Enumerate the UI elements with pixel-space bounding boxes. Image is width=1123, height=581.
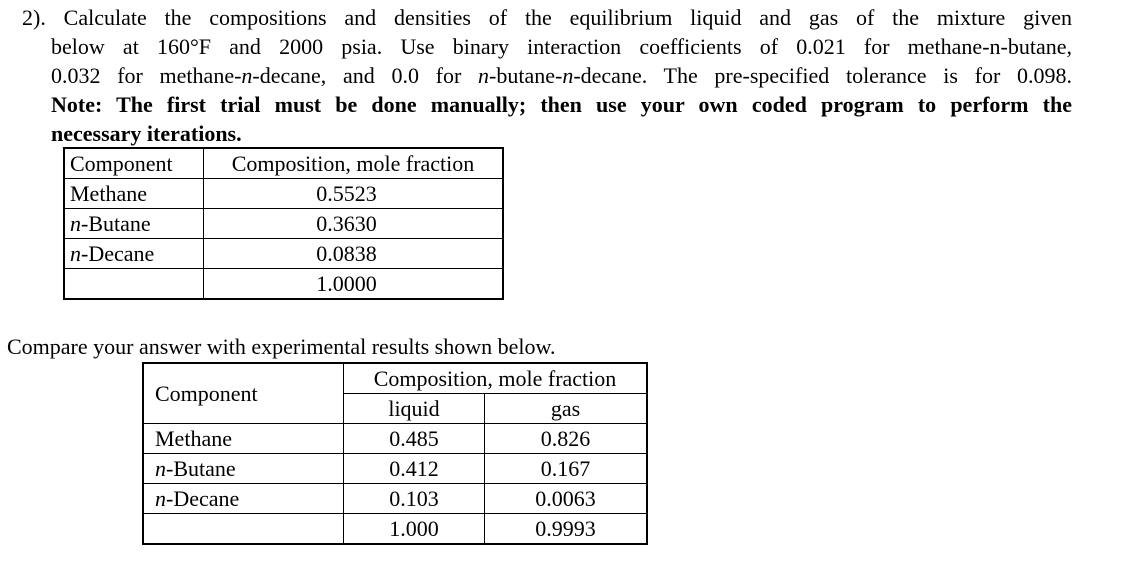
header-composition: Composition, mole fraction [204, 148, 504, 179]
experimental-results-table [142, 362, 648, 545]
italic-n: n [478, 63, 490, 88]
component-name: -Decane [81, 241, 155, 266]
note-line-1: Note: The first trial must be done manually; then use your own coded program to perform the [51, 92, 1072, 117]
header-component: Component [143, 363, 344, 424]
composition-table [63, 147, 504, 300]
problem-line-3-part-c: -butane- [489, 63, 563, 88]
liquid-cell: 0.103 [344, 484, 485, 514]
component-name: Methane [155, 426, 232, 451]
table-row [143, 424, 647, 454]
italic-n: n [562, 63, 574, 88]
gas-cell: 0.0063 [485, 484, 648, 514]
problem-line-3 [22, 61, 1072, 90]
header-composition-group: Composition, mole fraction [344, 363, 648, 394]
header-liquid: liquid [344, 394, 485, 424]
component-cell [64, 239, 204, 269]
component-name: -Butane [81, 211, 151, 236]
header-component: Component [64, 148, 204, 179]
note-line-2: necessary iterations. [51, 121, 242, 146]
component-name: -Butane [166, 456, 236, 481]
gas-total-cell: 0.9993 [485, 514, 648, 545]
component-cell [143, 484, 344, 514]
mole-fraction-cell: 0.3630 [204, 209, 504, 239]
component-cell [143, 424, 344, 454]
italic-n: n [241, 63, 253, 88]
italic-prefix: n [155, 456, 166, 481]
component-cell [64, 179, 204, 209]
component-name: -Decane [166, 486, 240, 511]
italic-prefix: n [70, 211, 81, 236]
table-row [64, 179, 503, 209]
problem-line-1: 2). Calculate the compositions and densities of the equilibrium liquid and gas of the mixture given [22, 5, 1072, 30]
component-cell [143, 514, 344, 545]
component-cell [64, 269, 204, 300]
total-cell: 1.0000 [204, 269, 504, 300]
problem-line-3-part-a: 0.032 for methane- [51, 63, 242, 88]
compare-text: Compare your answer with experimental results shown below. [7, 334, 556, 359]
gas-cell: 0.826 [485, 424, 648, 454]
liquid-total-cell: 1.000 [344, 514, 485, 545]
italic-prefix: n [70, 241, 81, 266]
table-header-row [64, 148, 503, 179]
problem-line-3-part-b: -decane, and 0.0 for [252, 63, 479, 88]
table-total-row [64, 269, 503, 300]
component-cell [64, 209, 204, 239]
header-gas: gas [485, 394, 648, 424]
problem-line-3-part-d: -decane. The pre-specified tolerance is for 0.098. [573, 63, 1072, 88]
table-total-row [143, 514, 647, 545]
mole-fraction-cell: 0.5523 [204, 179, 504, 209]
table-row [143, 454, 647, 484]
gas-cell: 0.167 [485, 454, 648, 484]
problem-line-2: below at 160°F and 2000 psia. Use binary interaction coefficients of 0.021 for methane-n-butane, [51, 34, 1072, 59]
table-header-row [143, 363, 647, 394]
table-row [143, 484, 647, 514]
liquid-cell: 0.485 [344, 424, 485, 454]
mole-fraction-cell: 0.0838 [204, 239, 504, 269]
component-name: Methane [70, 181, 147, 206]
table-row [64, 209, 503, 239]
table-row [64, 239, 503, 269]
italic-prefix: n [155, 486, 166, 511]
problem-statement [22, 3, 1072, 148]
liquid-cell: 0.412 [344, 454, 485, 484]
component-cell [143, 454, 344, 484]
